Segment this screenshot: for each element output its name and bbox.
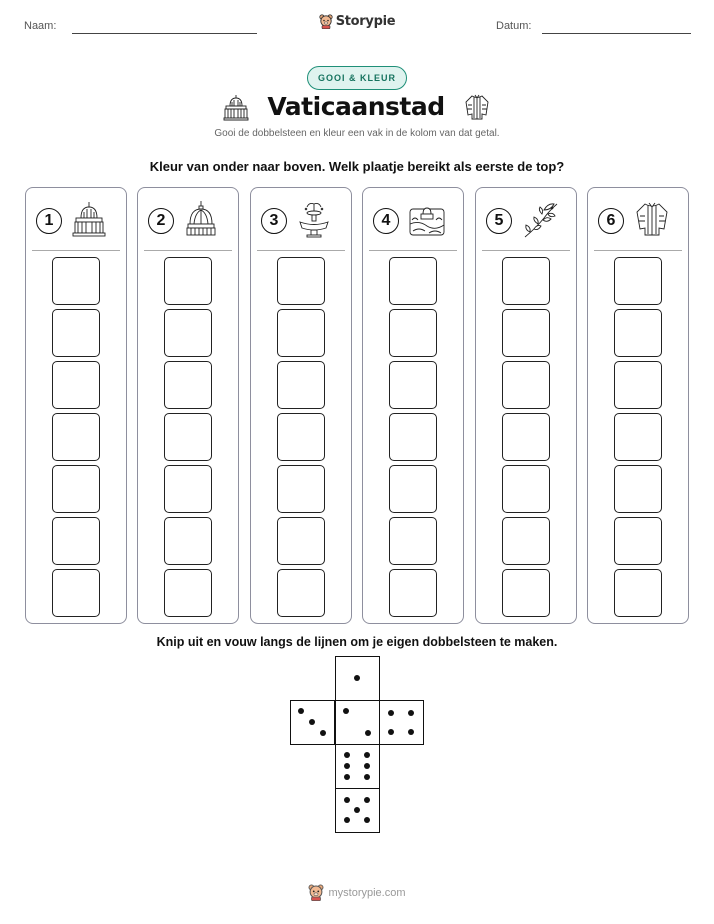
color-cell[interactable] (389, 309, 437, 357)
color-cell[interactable] (389, 413, 437, 461)
color-cell[interactable] (164, 361, 212, 409)
pip (408, 729, 414, 735)
color-cell[interactable] (502, 413, 550, 461)
pip (408, 710, 414, 716)
garden-icon (409, 200, 445, 238)
pip (354, 807, 360, 813)
dice-face-5 (335, 788, 380, 833)
column-4 (362, 187, 464, 624)
dice-face-6 (335, 744, 380, 789)
pip (309, 719, 315, 725)
color-cell[interactable] (277, 517, 325, 565)
pip (354, 675, 360, 681)
color-cell[interactable] (52, 257, 100, 305)
color-cell[interactable] (502, 309, 550, 357)
color-cell[interactable] (389, 465, 437, 513)
color-cell[interactable] (52, 517, 100, 565)
name-label: Naam: (24, 20, 57, 32)
column-1 (25, 187, 127, 624)
column-number: 5 (486, 208, 512, 234)
bear-icon (319, 14, 333, 29)
dice-face-3 (290, 700, 335, 745)
pip (344, 817, 350, 823)
column-number: 2 (148, 208, 174, 234)
pip (365, 730, 371, 736)
column-divider (257, 250, 345, 251)
color-cell[interactable] (502, 465, 550, 513)
page-title: Vaticaanstad (267, 92, 445, 121)
guard-uniform-icon (463, 93, 491, 121)
color-cell[interactable] (164, 309, 212, 357)
basilica-icon (72, 200, 106, 238)
color-cell[interactable] (164, 413, 212, 461)
color-cell[interactable] (164, 569, 212, 617)
column-number: 3 (261, 208, 287, 234)
column-number: 6 (598, 208, 624, 234)
color-cell[interactable] (502, 569, 550, 617)
color-cell[interactable] (389, 361, 437, 409)
color-cell[interactable] (389, 517, 437, 565)
subtitle: Gooi de dobbelsteen en kleur een vak in de kolom van dat getal. (214, 128, 500, 139)
column-divider (482, 250, 570, 251)
color-cell[interactable] (614, 309, 662, 357)
instruction: Kleur van onder naar boven. Welk plaatje bereikt als eerste de top? (149, 159, 565, 174)
pip (344, 774, 350, 780)
color-cell[interactable] (277, 413, 325, 461)
color-cell[interactable] (614, 413, 662, 461)
pip (343, 708, 349, 714)
color-cell[interactable] (389, 257, 437, 305)
pip (344, 797, 350, 803)
color-cell[interactable] (277, 257, 325, 305)
olive-branch-icon (522, 200, 560, 240)
column-3 (250, 187, 352, 624)
pip (344, 763, 350, 769)
color-cell[interactable] (164, 257, 212, 305)
fountain-icon (297, 200, 331, 238)
color-cell[interactable] (52, 465, 100, 513)
column-2 (137, 187, 239, 624)
cut-instruction: Knip uit en vouw langs de lijnen om je eigen dobbelsteen te maken. (156, 635, 558, 649)
footer (0, 884, 714, 906)
column-divider (594, 250, 682, 251)
footer-link[interactable]: mystorypie.com (328, 886, 406, 899)
dice-face-1 (335, 656, 380, 701)
color-cell[interactable] (389, 569, 437, 617)
color-cell[interactable] (277, 465, 325, 513)
color-cell[interactable] (502, 361, 550, 409)
color-cell[interactable] (614, 257, 662, 305)
logo-text: Storypie (335, 14, 396, 29)
dice-face-4 (379, 700, 424, 745)
column-number: 1 (36, 208, 62, 234)
logo (0, 14, 714, 34)
column-divider (144, 250, 232, 251)
color-cell[interactable] (277, 569, 325, 617)
color-cell[interactable] (52, 361, 100, 409)
dice-face-2 (335, 700, 380, 745)
color-cell[interactable] (277, 361, 325, 409)
pip (364, 797, 370, 803)
pip (364, 817, 370, 823)
color-cell[interactable] (52, 413, 100, 461)
color-cell[interactable] (502, 517, 550, 565)
column-divider (32, 250, 120, 251)
color-cell[interactable] (164, 517, 212, 565)
pip (320, 730, 326, 736)
pip (364, 774, 370, 780)
basilica-icon (223, 93, 249, 121)
color-cell[interactable] (164, 465, 212, 513)
color-cell[interactable] (614, 569, 662, 617)
color-cell[interactable] (52, 569, 100, 617)
activity-badge: GOOI & KLEUR (307, 66, 407, 90)
column-6 (587, 187, 689, 624)
color-cell[interactable] (502, 257, 550, 305)
color-cell[interactable] (614, 361, 662, 409)
pip (344, 752, 350, 758)
guard-uniform-icon (634, 200, 670, 238)
pip (364, 752, 370, 758)
dome-icon (184, 200, 218, 238)
column-number: 4 (373, 208, 399, 234)
bear-icon (308, 884, 324, 901)
pip (364, 763, 370, 769)
pip (298, 708, 304, 714)
color-cell[interactable] (277, 309, 325, 357)
color-cell[interactable] (52, 309, 100, 357)
color-cell[interactable] (614, 517, 662, 565)
color-cell[interactable] (614, 465, 662, 513)
column-divider (369, 250, 457, 251)
column-5 (475, 187, 577, 624)
date-label: Datum: (496, 20, 532, 32)
pip (388, 729, 394, 735)
pip (388, 710, 394, 716)
